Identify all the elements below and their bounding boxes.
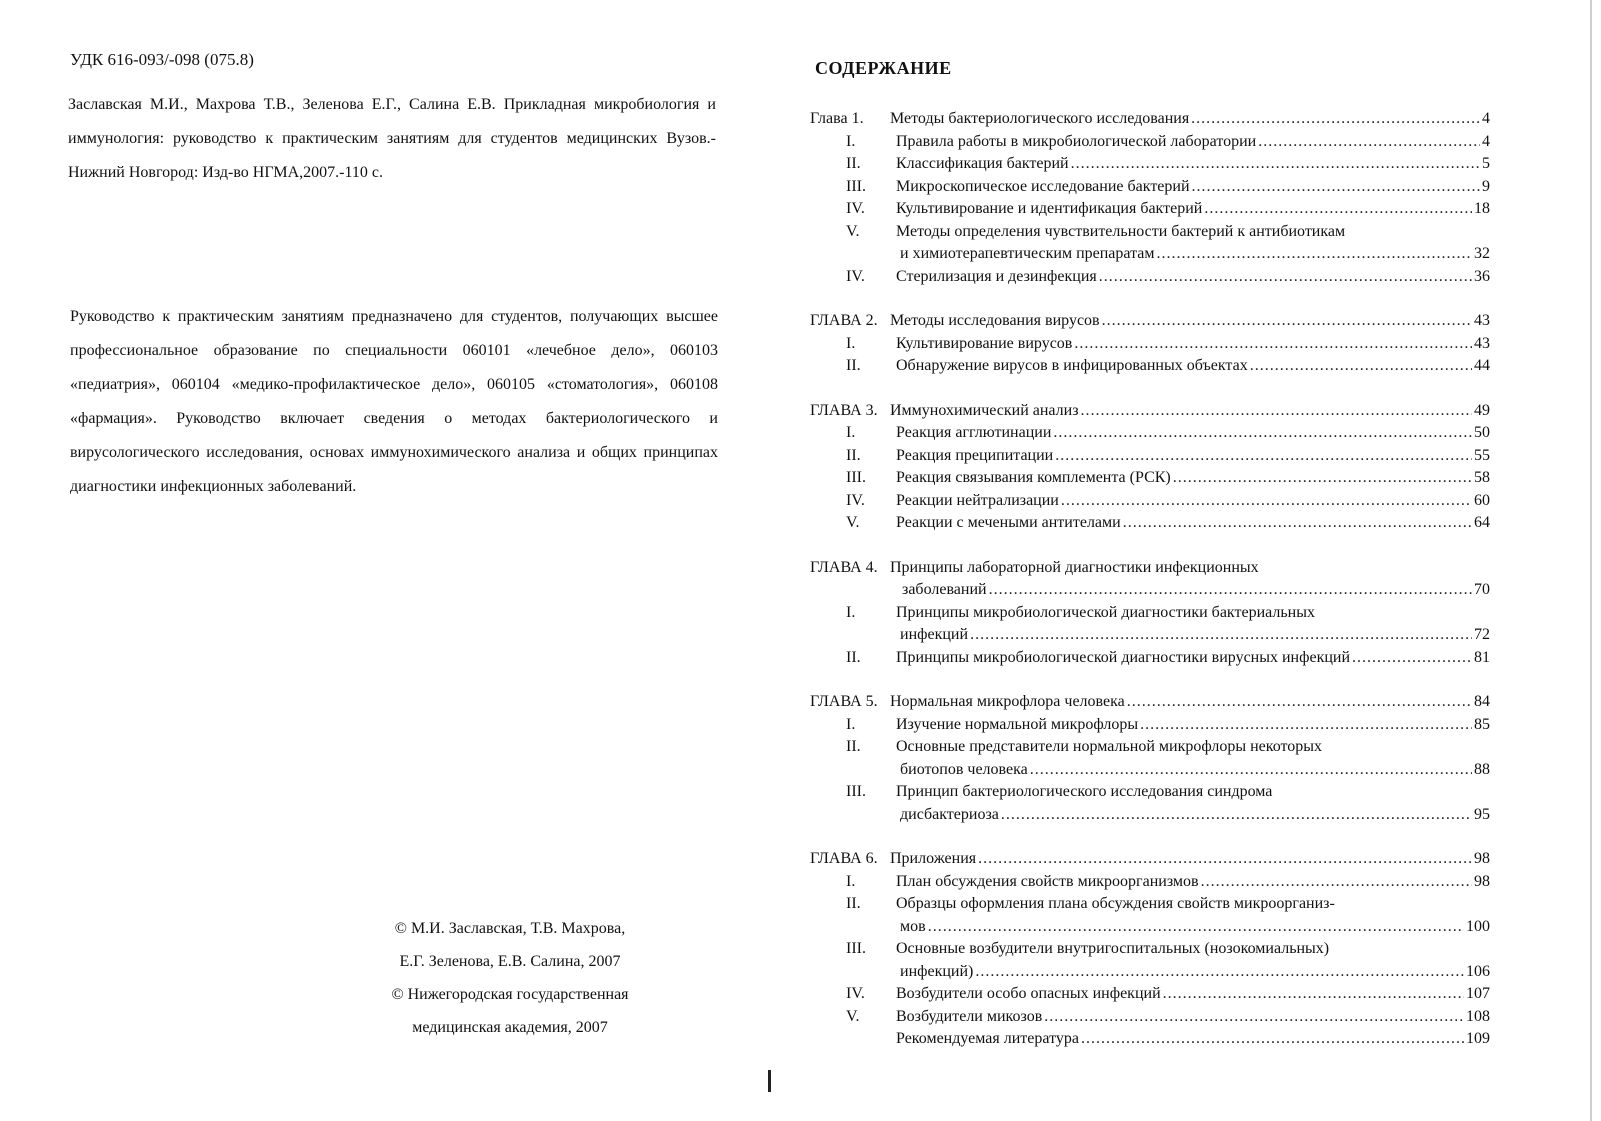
toc-item [810, 1028, 1490, 1051]
copyright-line: Е.Г. Зеленова, Е.В. Салина, 2007 [399, 953, 621, 970]
toc-page-number: 100 [1466, 917, 1490, 935]
toc-item-title-continued: инфекций) [900, 962, 974, 980]
toc-item-number: III. [846, 783, 866, 800]
toc-item-title: План обсуждения свойств микроорганизмов [896, 872, 1199, 890]
toc-chapter-line [810, 310, 1490, 333]
toc-item-title: Правила работы в микробиологической лаборатории [896, 132, 1257, 150]
toc-item [810, 153, 1490, 176]
toc-item-number: V. [846, 514, 860, 531]
toc-chapter-line [810, 848, 1490, 871]
toc-item [810, 871, 1490, 894]
toc-item-number: II. [846, 357, 861, 374]
toc-item [810, 176, 1490, 199]
toc-item-title: Изучение нормальной микрофлоры [896, 715, 1139, 733]
toc-page-number: 88 [1474, 760, 1490, 778]
toc-item-number: II. [846, 648, 861, 666]
toc-page-number: 43 [1474, 334, 1490, 352]
toc-item-continued [810, 916, 1490, 939]
toc-item-number: V. [846, 1007, 860, 1025]
toc-leader-dots [1030, 759, 1472, 782]
toc-page-number: 95 [1474, 805, 1490, 823]
toc-item-title: Стерилизация и дезинфекция [896, 267, 1097, 285]
toc-item [810, 131, 1490, 154]
toc-page-number: 9 [1482, 177, 1490, 195]
toc-item-title: Культивирование и идентификация бактерий [896, 200, 1203, 217]
toc-item-title: Реакция агглютинации [896, 424, 1052, 441]
toc-page-number: 43 [1474, 312, 1490, 329]
copyright-line: © М.И. Заславская, Т.В. Махрова, [394, 920, 626, 937]
toc-item-title: Принципы микробиологической диагностики вирусных инфекций [896, 648, 1351, 666]
toc-item [810, 1006, 1490, 1029]
toc-chapter-title: Методы бактериологического исследования [890, 110, 1190, 127]
toc-leader-dots [1192, 176, 1480, 199]
toc-page-number: 50 [1474, 424, 1490, 441]
toc-page-number: 4 [1482, 132, 1490, 150]
toc-item-title-continued: инфекций [900, 626, 969, 643]
toc-item [810, 355, 1490, 378]
toc-item-title: Микроскопическое исследование бактерий [896, 177, 1190, 195]
toc-page-number: 106 [1466, 962, 1490, 980]
toc-page-number: 85 [1474, 715, 1490, 733]
toc-page-number: 60 [1474, 491, 1490, 509]
toc-chapter-number: ГЛАВА 4. [810, 558, 878, 576]
toc-leader-dots [1102, 310, 1472, 333]
toc-item-number: I. [846, 334, 856, 352]
toc-leader-dots [1163, 983, 1464, 1006]
toc-item-title: Классификация бактерий [896, 155, 1069, 172]
toc-leader-dots [1081, 1028, 1464, 1051]
toc-item-number: IV. [846, 491, 865, 509]
toc-title: СОДЕРЖАНИЕ [815, 58, 952, 78]
toc-leader-dots [989, 579, 1472, 602]
toc-chapter [810, 400, 1490, 535]
toc-leader-dots [1081, 400, 1472, 423]
toc-chapter-line [810, 691, 1490, 714]
toc-leader-dots [1053, 422, 1472, 445]
toc-leader-dots [1201, 871, 1472, 894]
toc-item [810, 736, 1490, 759]
toc-page-number: 49 [1474, 401, 1490, 419]
toc-item-title-continued: дисбактериоза [900, 805, 999, 823]
toc-leader-dots [1157, 243, 1473, 266]
toc-item-title: Рекомендуемая литература [896, 1030, 1079, 1047]
toc-page-number: 55 [1474, 446, 1490, 464]
toc-item-title: Реакция преципитации [896, 446, 1054, 464]
toc-chapter [810, 557, 1490, 670]
toc-item-continued [810, 804, 1490, 827]
toc-leader-dots [1074, 333, 1472, 356]
toc-leader-dots [975, 961, 1464, 984]
toc-page-number: 70 [1474, 581, 1490, 598]
copyright-line: © Нижегородская государственная [391, 986, 629, 1003]
toc-leader-dots [1061, 490, 1472, 513]
toc-item-number: IV. [846, 200, 865, 217]
toc-chapter [810, 108, 1490, 288]
toc-item-continued [810, 243, 1490, 266]
toc-page-number: 44 [1474, 357, 1490, 374]
toc-item-number: IV. [846, 267, 865, 285]
toc-chapter-number: Глава 1. [810, 110, 864, 127]
toc-item-title-continued: мов [900, 917, 926, 935]
toc-item-title: Образцы оформления плана обсуждения свойств микроорганиз- [896, 895, 1335, 912]
toc-page-number: 98 [1474, 850, 1490, 867]
toc-chapter-title: Иммунохимический анализ [890, 401, 1079, 419]
toc-item-title-continued: биотопов человека [900, 760, 1028, 778]
toc-item-title: Основные возбудители внутригоспитальных (нозокомиальных) [896, 940, 1330, 957]
toc-item [810, 445, 1490, 468]
toc-item [810, 422, 1490, 445]
table-of-contents [810, 108, 1490, 1073]
toc-leader-dots [1250, 355, 1472, 378]
toc-leader-dots [1071, 153, 1480, 176]
toc-item-title: Реакции с мечеными антителами [896, 514, 1121, 531]
toc-item [810, 266, 1490, 289]
toc-item-continued [810, 759, 1490, 782]
toc-chapter-title: Методы исследования вирусов [890, 312, 1100, 329]
toc-item [810, 781, 1490, 804]
toc-page-number: 64 [1474, 514, 1490, 531]
toc-item-number: I. [846, 424, 856, 441]
toc-chapter [810, 848, 1490, 1051]
toc-chapter-title: Принципы лабораторной диагностики инфекционных [890, 558, 1259, 576]
toc-chapter-number: ГЛАВА 3. [810, 401, 878, 419]
toc-item-title: Принципы микробиологической диагностики бактериальных [896, 603, 1315, 621]
toc-chapter-line-continued [810, 579, 1490, 602]
toc-item-number: II. [846, 738, 861, 755]
toc-chapter-line [810, 557, 1490, 580]
toc-item-number: I. [846, 715, 856, 733]
bibliographic-record: Заславская М.И., Махрова Т.В., Зеленова Е.Г., Салина Е.В. Прикладная микробиология и иммунология: руководство к практическим занятиям для студентов медицинских Вузов.-Нижний Новгород: Изд-во НГМА,2007.-110 с. [68, 96, 716, 181]
toc-leader-dots [1204, 198, 1472, 221]
toc-leader-dots [1001, 804, 1472, 827]
toc-item-number: II. [846, 895, 861, 912]
toc-chapter [810, 691, 1490, 826]
toc-item [810, 512, 1490, 535]
toc-chapter-title: Приложения [890, 850, 977, 867]
toc-chapter-line [810, 108, 1490, 131]
toc-item-title: Возбудители особо опасных инфекций [896, 985, 1161, 1002]
toc-item-title: Методы определения чувствительности бактерий к антибиотикам [896, 222, 1346, 240]
page-fold-mark [768, 1070, 771, 1092]
toc-item [810, 602, 1490, 625]
toc-chapter [810, 310, 1490, 378]
toc-chapter-line [810, 400, 1490, 423]
toc-page-number: 81 [1474, 648, 1490, 666]
toc-item-number: III. [846, 940, 866, 957]
left-page [0, 0, 790, 1121]
toc-page-number: 36 [1474, 267, 1490, 285]
toc-page-number: 58 [1474, 469, 1490, 486]
toc-chapter-number: ГЛАВА 2. [810, 312, 878, 329]
toc-page-number: 84 [1474, 693, 1490, 710]
toc-page-number: 5 [1482, 155, 1490, 172]
toc-item-number: II. [846, 155, 861, 172]
toc-chapter-number: ГЛАВА 6. [810, 850, 878, 867]
toc-page-number: 32 [1474, 245, 1490, 262]
toc-item-title: Реакция связывания комплемента (РСК) [896, 469, 1171, 486]
toc-item-number: II. [846, 446, 861, 464]
toc-item [810, 714, 1490, 737]
toc-item-number: I. [846, 872, 856, 890]
toc-leader-dots [970, 624, 1472, 647]
toc-item-title: Обнаружение вирусов в инфицированных объектах [896, 357, 1248, 374]
copyright-block [345, 912, 675, 1044]
toc-item-title: Принцип бактериологического исследования синдрома [896, 783, 1273, 800]
toc-leader-dots [1044, 1006, 1464, 1029]
toc-page-number: 98 [1474, 872, 1490, 890]
toc-leader-dots [978, 848, 1472, 871]
toc-page-number: 4 [1482, 110, 1490, 127]
toc-item [810, 467, 1490, 490]
toc-item-title: Основные представители нормальной микрофлоры некоторых [896, 738, 1323, 755]
toc-page-number: 72 [1474, 626, 1490, 643]
toc-chapter-title-continued: заболеваний [902, 581, 987, 598]
toc-item-title: Культивирование вирусов [896, 334, 1073, 352]
toc-leader-dots [928, 916, 1464, 939]
toc-item-continued [810, 624, 1490, 647]
toc-page-number: 109 [1466, 1030, 1490, 1047]
toc-item-number: V. [846, 222, 860, 240]
toc-leader-dots [1258, 131, 1480, 154]
toc-leader-dots [1352, 647, 1472, 670]
toc-page-number: 18 [1474, 200, 1490, 217]
toc-item-title-continued: и химиотерапевтическим препаратам [900, 245, 1155, 262]
toc-leader-dots [1140, 714, 1472, 737]
toc-item [810, 893, 1490, 916]
toc-leader-dots [1055, 445, 1472, 468]
toc-page-number: 108 [1466, 1007, 1490, 1025]
toc-item [810, 198, 1490, 221]
udk-code: УДК 616-093/-098 (075.8) [70, 50, 254, 69]
toc-leader-dots [1099, 266, 1472, 289]
toc-item-number: IV. [846, 985, 865, 1002]
toc-item-number: I. [846, 132, 856, 150]
toc-item [810, 221, 1490, 244]
right-page [800, 0, 1601, 1121]
toc-item-continued [810, 961, 1490, 984]
toc-item-number: III. [846, 469, 866, 486]
annotation-text: Руководство к практическим занятиям предназначено для студентов, получающих высшее профессиональное образование по специальности 060101 «лечебное дело», 060103 «педиатрия», 060104 «медико-профилактическое дело», 060105 «стоматология», 060108 «фармация». Руководство включает сведения о методах бактериологического и вирусологического исследования, основах иммунохимического анализа и общих принципах диагностики инфекционных заболеваний. [70, 308, 718, 495]
toc-leader-dots [1127, 691, 1472, 714]
toc-leader-dots [1173, 467, 1472, 490]
toc-item [810, 333, 1490, 356]
toc-leader-dots [1123, 512, 1472, 535]
toc-item-title: Возбудители микозов [896, 1007, 1043, 1025]
toc-item-number: III. [846, 177, 866, 195]
scan-edge-line [1590, 0, 1592, 1121]
toc-chapter-title: Нормальная микрофлора человека [890, 693, 1125, 710]
toc-chapter-number: ГЛАВА 5. [810, 693, 878, 710]
toc-item [810, 983, 1490, 1006]
toc-item [810, 938, 1490, 961]
toc-item-number: I. [846, 603, 856, 621]
toc-item [810, 490, 1490, 513]
toc-item-title: Реакции нейтрализации [896, 491, 1059, 509]
copyright-line: медицинская академия, 2007 [412, 1019, 608, 1036]
toc-page-number: 107 [1466, 985, 1490, 1002]
toc-item [810, 647, 1490, 670]
toc-leader-dots [1191, 108, 1480, 131]
